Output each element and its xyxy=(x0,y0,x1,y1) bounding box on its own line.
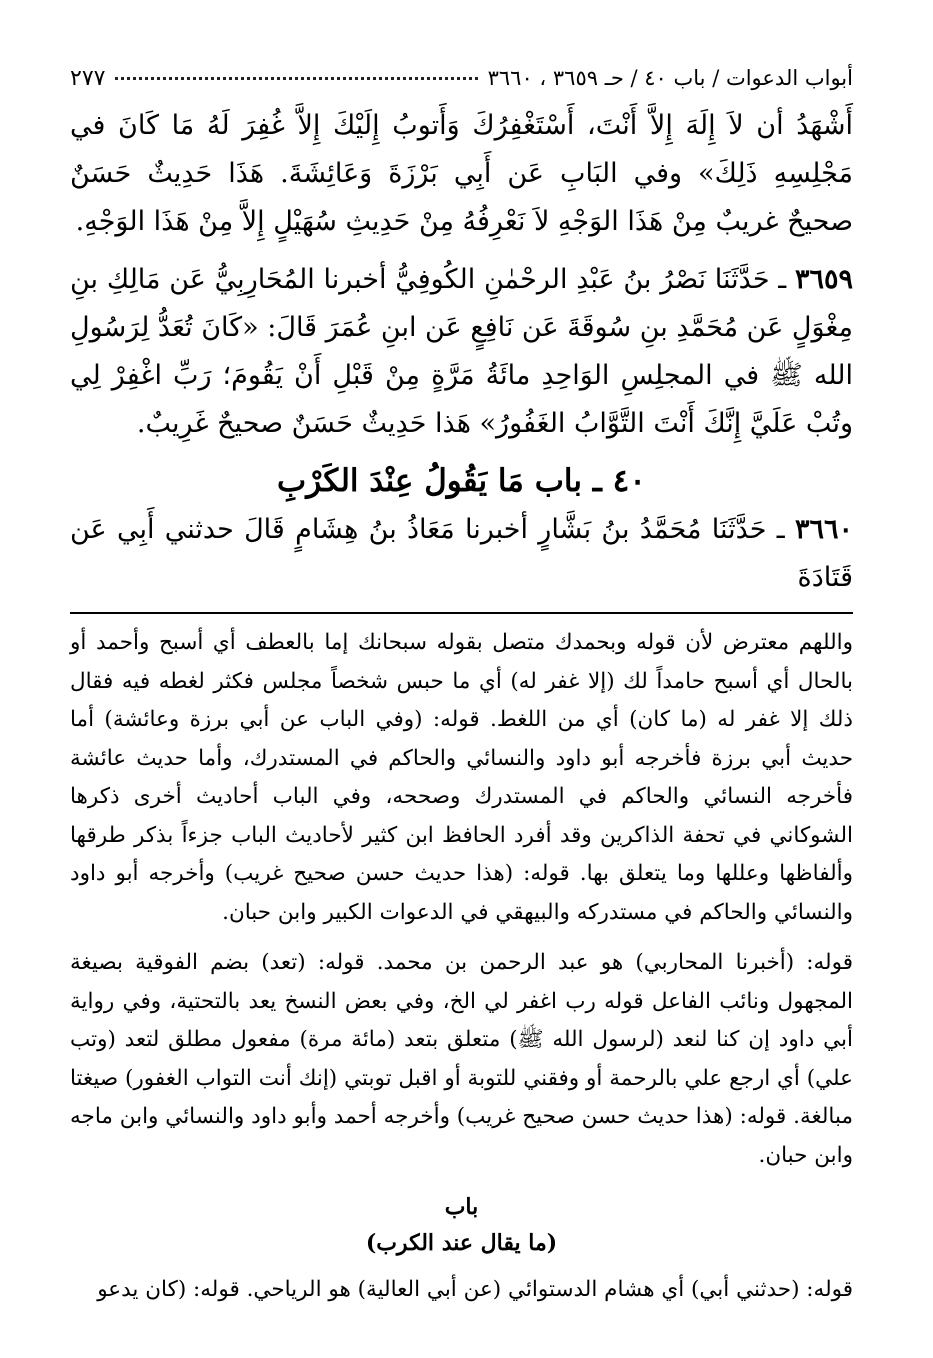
commentary-paragraph: قوله: (أخبرنا المحاربي) هو عبد الرحمن بن محمد. قوله: (تعد) بضم الفوقية بصيغة المجهول ونائب الفاعل قوله رب اغفر لي الخ، وفي بعض النسخ يعد بالتحتية، وفي رواية أبي داود إن كنا لنعد (لرسول الله ﷺ) متعلق بتعد (مائة مرة) مفعول مطلق لتعد (وتب علي) أي ارجع علي بالرحمة أو وفقني للتوبة أو اقبل توبتي (إنك أنت التواب الغفور) صيغتا مبالغة. قوله: (هذا حديث حسن صحيح غريب) وأخرجه أحمد وأبو داود والنسائي وابن ماجه وابن حبان. xyxy=(70,950,853,1168)
running-header-title: أبواب الدعوات / باب ٤٠ / حـ ٣٦٥٩ ، ٣٦٦٠ xyxy=(487,66,853,90)
hadith-3660 xyxy=(70,506,853,602)
commentary-paragraph: قوله: (حدثني أبي) أي هشام الدستوائي (عن أبي العالية) هو الرياحي. قوله: (كان يدعو xyxy=(97,1277,853,1302)
commentary-paragraph: واللهم معترض لأن قوله وبحمدك متصل بقوله سبحانك إما بالعطف أي أسبح وأحمد أو بالحال أي أسبح حامداً لك (إلا غفر له) أي ما حبس شخصاً مجلس فكثر لغطه فيه فقال ذلك إلا غفر له (ما كان) أي من اللغط. قوله: (وفي الباب عن أبي برزة وعائشة) أما حديث أبي برزة فأخرجه أبو داود والنسائي والحاكم في المستدرك، وأما حديث عائشة فأخرجه النسائي والحاكم في المستدرك وصححه، وفي الباب أحاديث أخرى ذكرها الشوكاني في تحفة الذاكرين وقد أفرد الحافظ ابن كثير لأحاديث الباب جزءاً بذكر طرقها وألفاظها وعللها وما يتعلق بها. قوله: (هذا حديث حسن صحيح غريب) وأخرجه أبو داود والنسائي والحاكم في مستدركه والبيهقي في الدعوات الكبير وابن حبان. xyxy=(70,630,853,925)
hadith-text: ـ حَدَّثَنَا نَصْرُ بنُ عَبْدِ الرحْمٰنِ الكُوفِيُّ أخبرنا المُحَارِبِيُّ عَن مَالِكِ بنِ مِغْوَلٍ عَن مُحَمَّدِ بنِ سُوقَةَ عَن نَافِعٍ عَن ابنِ عُمَرَ قَالَ: «كَانَ تُعَدُّ لِرَسُولِ الله ﷺ في المجلِسِ الوَاحِدِ مائَةُ مَرَّةٍ مِنْ قَبْلِ أَنْ يَقُومَ؛ رَبِّ اغْفِرْ لِي وتُبْ عَلَيَّ إِنَّكَ أَنْتَ التَّوَّابُ الغَفُورُ» هَذا حَدِيثٌ حَسَنٌ صحيحٌ غَرِيبٌ. xyxy=(70,264,853,439)
page-number: ٢٧٧ xyxy=(70,66,106,91)
dotted-leader xyxy=(115,77,477,80)
main-paragraph: أَشْهَدُ أن لاَ إِلَهَ إِلاَّ أَنْتَ، أَسْتَغْفِرُكَ وَأَتوبُ إِلَيْكَ إِلاَّ غُفِرَ لَهُ مَا كَانَ في مَجْلِسِهِ ذَلِكَ» وفي البَابِ عَن أَبِي بَرْزَةَ وَعَائِشَةَ. هَذَا حَدِيثٌ حَسَنٌ صحيحٌ غريبٌ مِنْ هَذَا الوَجْهِ لاَ نَعْرِفُهُ مِنْ حَدِيثِ سُهَيْلٍ إِلاَّ مِنْ هَذَا الوَجْهِ. xyxy=(70,110,853,237)
hadith-number: ٣٦٥٩ xyxy=(794,264,853,295)
commentary-subheading-title: (ما يقال عند الكرب) xyxy=(365,1230,558,1256)
running-header xyxy=(70,66,853,100)
footnote-divider xyxy=(70,612,853,614)
hadith-number: ٣٦٦٠ xyxy=(794,514,853,545)
hadith-3659 xyxy=(70,256,853,448)
main-text xyxy=(70,102,853,602)
chapter-heading: ٤٠ ـ باب مَا يَقُولُ عِنْدَ الكَرْبِ xyxy=(277,463,646,499)
hadith-text: ـ حَدَّثَنَا مُحَمَّدُ بنُ بَشَّارٍ أخبرنا مَعَاذُ بنُ هِشَامٍ قَالَ حدثني أَبِي عَن قَتَادَةَ xyxy=(70,514,853,593)
commentary xyxy=(70,624,853,1310)
commentary-subheading: باب xyxy=(444,1194,479,1220)
